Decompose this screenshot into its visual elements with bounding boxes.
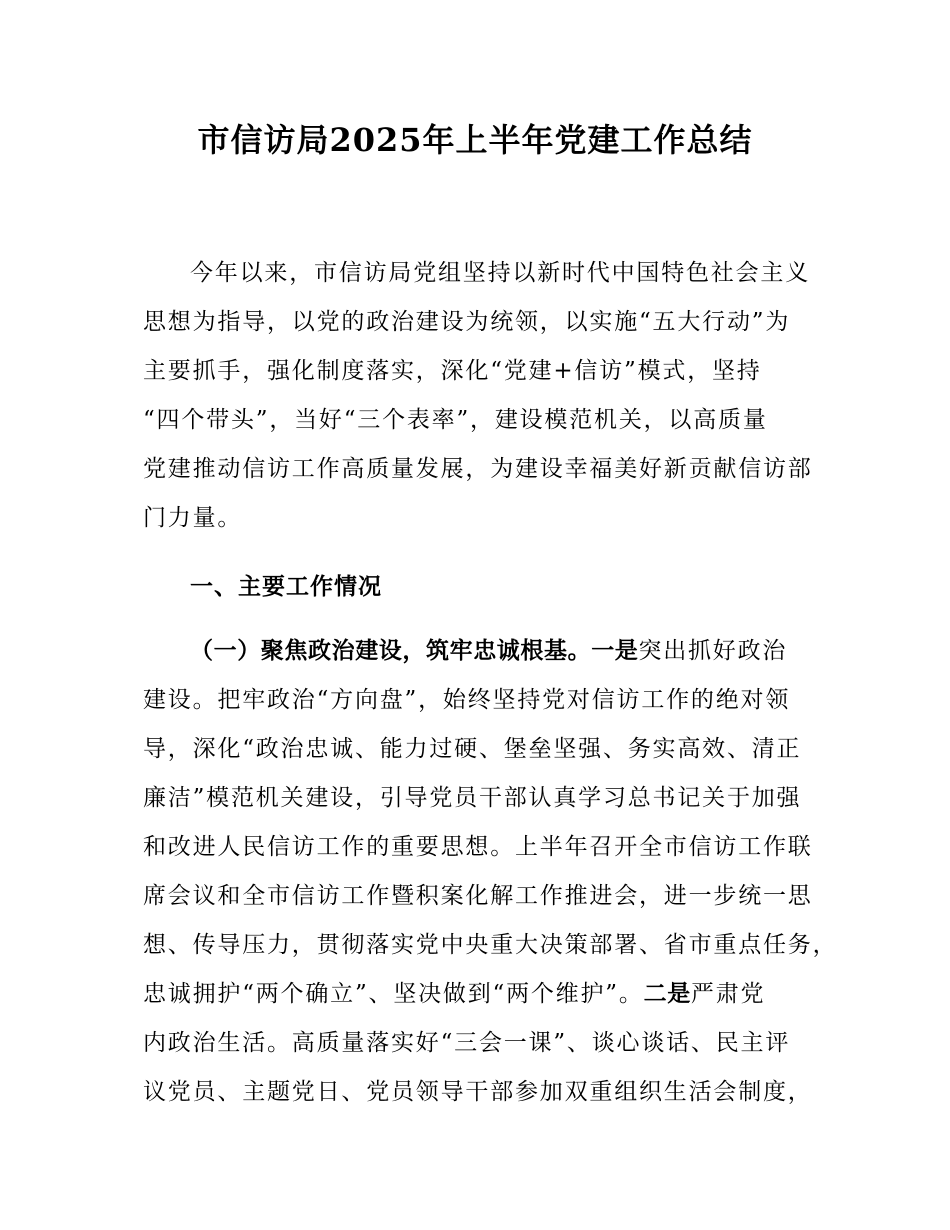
- intro-line: 今年以来，市信访局党组坚持以新时代中国特色社会主义: [190, 260, 810, 286]
- document-title: 市信访局2025年上半年党建工作总结: [197, 121, 753, 159]
- paragraph-line: 建设。把牢政治“方向盘”，始终坚持党对信访工作的绝对领: [143, 687, 791, 713]
- paragraph-text: 突出抓好政治: [638, 638, 788, 664]
- section1-paragraph: [143, 627, 838, 1117]
- paragraph-line: 导，深化“政治忠诚、能力过硬、堡垒坚强、务实高效、清正: [143, 736, 802, 762]
- paragraph-line: 廉洁”模范机关建设，引导党员干部认真学习总书记关于加强: [143, 785, 802, 811]
- paragraph-text: 忠诚拥护“两个确立”、坚决做到“两个维护”。: [143, 981, 644, 1007]
- intro-line: “四个带头”，当好“三个表率”，建设模范机关，以高质量: [143, 407, 768, 433]
- paragraph-line: 内政治生活。高质量落实好“三会一课”、谈心谈话、民主评: [143, 1030, 791, 1056]
- list-marker: 二是: [643, 981, 691, 1007]
- paragraph-line: [143, 627, 823, 676]
- paragraph-line: 和改进人民信访工作的重要思想。上半年召开全市信访工作联: [143, 834, 813, 860]
- intro-line: 党建推动信访工作高质量发展，为建设幸福美好新贡献信访部: [143, 456, 813, 482]
- intro-line: 主要抓手，强化制度落实，深化“党建+信访”模式，坚持: [143, 358, 762, 384]
- subsection-lead: （一）聚焦政治建设，筑牢忠诚根基。一是: [190, 638, 639, 664]
- section-heading: 一、主要工作情况: [190, 574, 382, 600]
- paragraph-line: 席会议和全市信访工作暨积案化解工作推进会，进一步统一思: [143, 883, 813, 909]
- intro-line: 思想为指导，以党的政治建设为统领，以实施“五大行动”为: [143, 309, 791, 335]
- intro-paragraph: [143, 249, 823, 543]
- paragraph-line: 想、传导压力，贯彻落实党中央重大决策部署、省市重点任务，: [143, 932, 838, 958]
- intro-line: 门力量。: [143, 505, 243, 531]
- paragraph-line: 议党员、主题党日、党员领导干部参加双重组织生活会制度，: [143, 1079, 813, 1105]
- paragraph-line: [143, 970, 823, 1019]
- paragraph-text: 严肃党: [690, 981, 766, 1007]
